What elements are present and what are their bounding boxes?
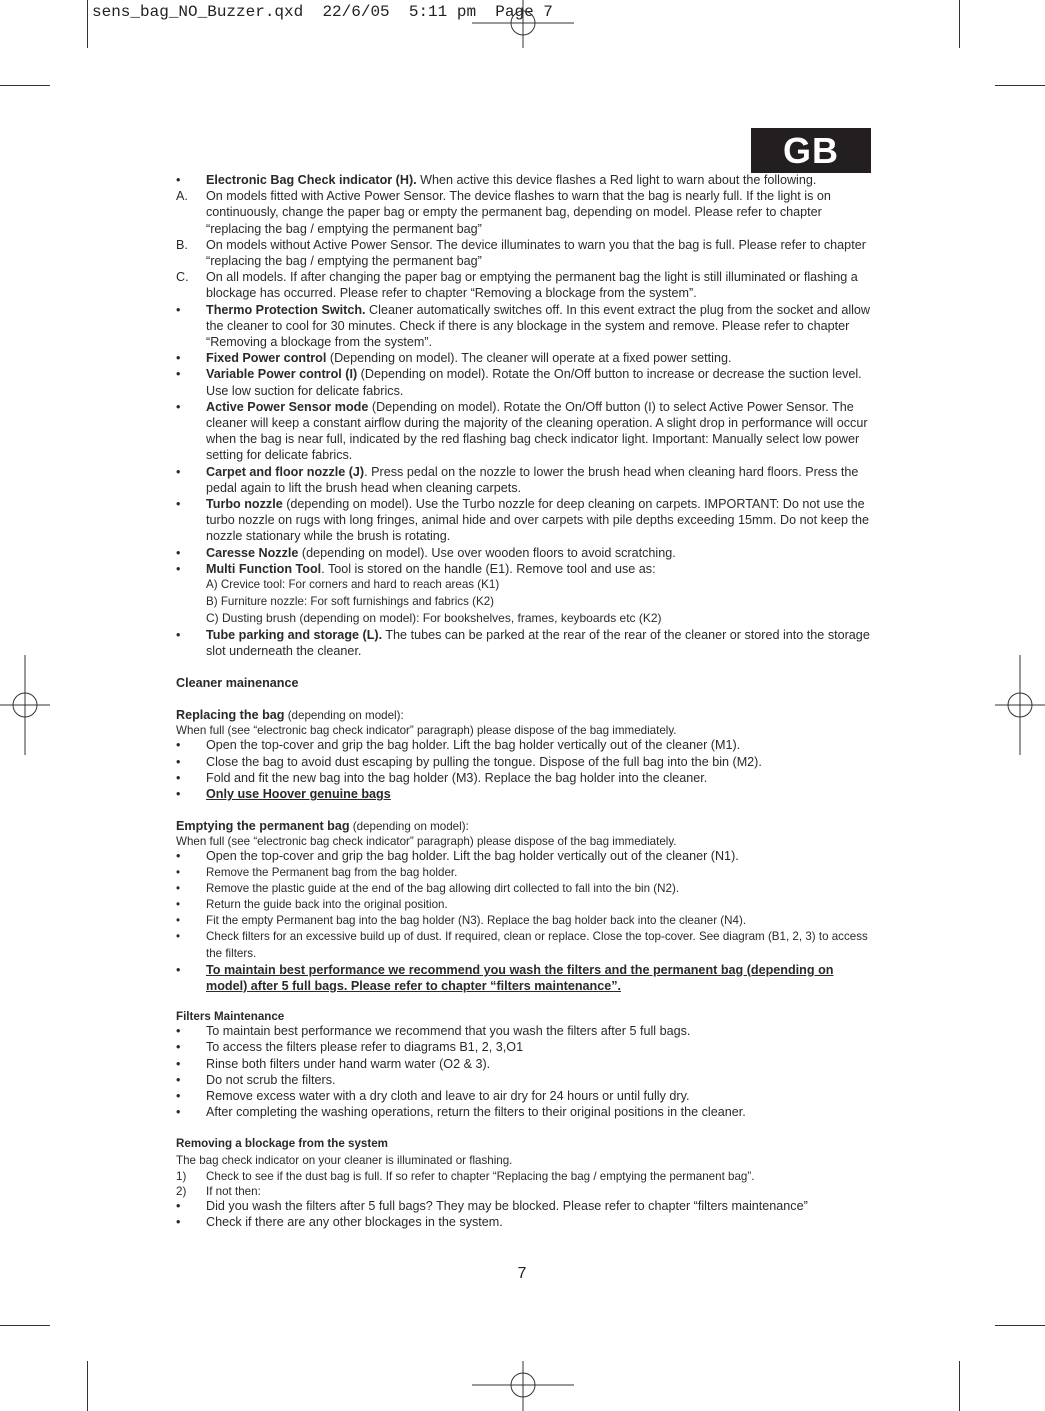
- bullet: •: [176, 497, 181, 512]
- subsection-title-suffix: (depending on model):: [284, 709, 404, 723]
- bullet: •: [176, 849, 181, 864]
- item-text: Fold and fit the new bag into the bag holder (M3). Replace the bag holder into the cleaner.: [206, 770, 708, 785]
- item-text: On all models. If after changing the paper bag or emptying the permanent bag the light is still illuminated or flashing a blockage has occurred. Please refer to chapter “Removing a blockage from the system”.: [206, 270, 858, 301]
- item-title: Carpet and floor nozzle (J): [206, 464, 365, 479]
- list-item: [176, 865, 876, 881]
- list-marker: 2): [176, 1185, 187, 1199]
- list-item: [176, 561, 876, 577]
- list-item: [176, 1039, 876, 1055]
- list-item: [176, 1214, 876, 1230]
- bullet: •: [176, 770, 181, 785]
- list-item: [176, 302, 876, 351]
- item-text: Check if there are any other blockages in the system.: [206, 1215, 503, 1230]
- list-item: [176, 1056, 876, 1072]
- list-item: [176, 962, 876, 994]
- crop-mark: [87, 1361, 88, 1411]
- subsection-title: [176, 818, 876, 835]
- item-text: (Depending on model). The cleaner will operate at a fixed power setting.: [326, 351, 732, 366]
- crop-mark: [87, 0, 88, 48]
- item-text: Close the bag to avoid dust escaping by pulling the tongue. Dispose of the full bag into the bin (M2).: [206, 754, 762, 769]
- list-item: [176, 1104, 876, 1120]
- list-item: [176, 627, 876, 659]
- item-text: (Depending on model). Rotate the On/Off button to increase or decrease the suction level. Use low suction for delicate fabrics.: [206, 367, 862, 398]
- recommendation-note: To maintain best performance we recommend you wash the filters and the permanent bag (depending on model) after 5 full bags. Please refer to chapter “filters maintenance”.: [206, 962, 834, 994]
- bullet: •: [176, 399, 181, 414]
- language-badge: GB: [751, 128, 871, 173]
- list-item: [176, 881, 876, 897]
- list-marker: B.: [176, 237, 188, 252]
- bullet: •: [176, 787, 181, 801]
- crop-mark: [959, 0, 960, 48]
- item-title: Thermo Protection Switch.: [206, 302, 366, 317]
- bullet: •: [176, 754, 181, 769]
- item-text: If not then:: [206, 1185, 261, 1199]
- item-text: Open the top-cover and grip the bag holder. Lift the bag holder vertically out of the cleaner (M1).: [206, 738, 741, 753]
- bullet: •: [176, 1056, 181, 1071]
- item-title: Tube parking and storage (L).: [206, 627, 383, 642]
- subsection-title: [176, 707, 876, 724]
- item-text: Remove excess water with a dry cloth and leave to air dry for 24 hours or until fully dry.: [206, 1089, 690, 1104]
- crop-mark: [995, 85, 1045, 86]
- list-item: [176, 269, 876, 301]
- genuine-bags-note: Only use Hoover genuine bags: [206, 787, 391, 801]
- list-item: [176, 496, 876, 545]
- bullet: •: [176, 545, 181, 560]
- item-text: (Depending on model). Rotate the On/Off button (I) to select Active Power Sensor. The cleaner will keep a constant airflow during the majority of the cleaning operation. A slight drop in performance will occur when the bag is near full, indicated by the red flashing bag check indicator light. Important: Manually select low power setting for delicate fabrics.: [206, 399, 868, 463]
- bullet: •: [176, 351, 181, 366]
- page-number: 7: [517, 1265, 527, 1282]
- list-item: [176, 848, 876, 864]
- item-text: On models fitted with Active Power Sensor. The device flashes to warn that the bag is nearly full. If the light is on continuously, change the paper bag or empty the permanent bag, depending on model. Please refer to chapter “replacing the bag / emptying the permanent bag”: [206, 189, 831, 236]
- list-marker: 1): [176, 1169, 187, 1183]
- item-text: (depending on model). Use over wooden floors to avoid scratching.: [298, 545, 676, 560]
- item-text: On models without Active Power Sensor. The device illuminates to warn you that the bag is full. Please refer to chapter “replacing the bag / emptying the permanent bag”: [206, 237, 866, 269]
- item-text: Remove the plastic guide at the end of the bag allowing dirt collected to fall into the bin (N2).: [206, 881, 680, 895]
- item-text: Rinse both filters under hand warm water (O2 & 3).: [206, 1056, 491, 1071]
- item-text: The tubes can be parked at the rear of the rear of the cleaner or stored into the storage slot underneath the cleaner.: [206, 627, 870, 658]
- item-text: . Tool is stored on the handle (E1). Remove tool and use as:: [321, 561, 656, 576]
- crop-mark: [959, 1361, 960, 1411]
- item-text: Check to see if the dust bag is full. If so refer to chapter “Replacing the bag / emptying the permanent bag”.: [206, 1169, 755, 1183]
- list-item: [176, 1023, 876, 1039]
- bullet: •: [176, 1024, 181, 1039]
- registration-mark-left: [0, 655, 50, 755]
- bullet: •: [176, 464, 181, 479]
- crop-mark: [0, 1325, 50, 1326]
- list-item: [176, 786, 876, 802]
- bullet: •: [176, 898, 181, 912]
- subsection-title-suffix: (depending on model):: [349, 820, 469, 834]
- manual-content: [176, 172, 876, 1230]
- list-item: [176, 366, 876, 398]
- item-text: Fit the empty Permanent bag into the bag holder (N3). Replace the bag holder back into the cleaner (N4).: [206, 914, 747, 928]
- item-title: Active Power Sensor mode: [206, 399, 369, 414]
- list-item: [176, 464, 876, 496]
- item-title: Variable Power control (I): [206, 367, 358, 382]
- bullet: •: [176, 930, 181, 944]
- list-item: [176, 237, 876, 269]
- bullet: •: [176, 1040, 181, 1055]
- item-text: Remove the Permanent bag from the bag holder.: [206, 865, 458, 879]
- item-text: Did you wash the filters after 5 full bags? They may be blocked. Please refer to chapter “filters maintenance”: [206, 1199, 808, 1214]
- list-item: [176, 172, 876, 188]
- item-text: When active this device flashes a Red light to warn about the following.: [416, 173, 817, 187]
- crop-mark: [995, 1325, 1045, 1326]
- list-item: [176, 754, 876, 770]
- subsection-title-bold: Replacing the bag: [176, 708, 285, 723]
- registration-mark-right: [995, 655, 1045, 755]
- list-item: [176, 1072, 876, 1088]
- bullet: •: [176, 914, 181, 928]
- bullet: •: [176, 738, 181, 753]
- item-title: Turbo nozzle: [206, 497, 283, 512]
- bullet: •: [176, 561, 181, 576]
- list-item: [176, 897, 876, 913]
- item-title: Multi Function Tool: [206, 561, 322, 576]
- item-text: To access the filters please refer to diagrams B1, 2, 3,O1: [206, 1040, 524, 1055]
- list-item: [176, 1185, 876, 1198]
- registration-mark-bottom: [472, 1361, 574, 1411]
- registration-mark-top: [472, 0, 574, 48]
- item-text: (depending on model). Use the Turbo nozzle for deep cleaning on carpets. IMPORTANT: Do not use the turbo nozzle on rugs with long fringes, animal hide and over carpets with pile depths exceeding 15mm. Do not keep the nozzle stationary while the brush is rotating.: [206, 497, 869, 544]
- list-item: [176, 737, 876, 753]
- list-marker: C.: [176, 270, 189, 285]
- item-text: Open the top-cover and grip the bag holder. Lift the bag holder vertically out of the cleaner (N1).: [206, 849, 739, 864]
- item-text: After completing the washing operations, return the filters to their original positions in the cleaner.: [206, 1105, 746, 1120]
- section-heading: Cleaner mainenance: [176, 675, 299, 690]
- bullet: •: [176, 1089, 181, 1104]
- bullet: •: [176, 881, 181, 895]
- bullet: •: [176, 173, 181, 187]
- bullet: •: [176, 1105, 181, 1120]
- list-item: [176, 188, 876, 237]
- item-text: Cleaner automatically switches off. In this event extract the plug from the socket and allow the cleaner to cool for 30 minutes. Check if there is any blockage in the system and remove. Please refer to chapter “Removing a blockage from the system”.: [206, 302, 871, 350]
- subsection-intro: The bag check indicator on your cleaner is illuminated or flashing.: [176, 1153, 513, 1167]
- sub-item: C) Dusting brush (depending on model): For bookshelves, frames, keyboards etc (K2): [206, 611, 662, 626]
- bullet: •: [176, 367, 181, 382]
- sub-item: A) Crevice tool: For corners and hard to reach areas (K1): [206, 578, 500, 592]
- bullet: •: [176, 865, 181, 879]
- item-text: Return the guide back into the original position.: [206, 898, 448, 912]
- bullet: •: [176, 302, 181, 317]
- bullet: •: [176, 962, 181, 977]
- bullet: •: [176, 1199, 181, 1214]
- bullet: •: [176, 627, 181, 642]
- subsection-title-bold: Emptying the permanent bag: [176, 819, 350, 834]
- item-text: Do not scrub the filters.: [206, 1072, 336, 1087]
- list-item: [176, 1169, 876, 1185]
- list-item: [176, 545, 876, 561]
- item-title: Fixed Power control: [206, 351, 327, 366]
- subsection-intro: When full (see “electronic bag check indicator” paragraph) please dispose of the bag immediately.: [176, 835, 677, 849]
- list-item: [176, 913, 876, 929]
- list-item: [176, 1088, 876, 1104]
- list-item: [176, 350, 876, 366]
- bullet: •: [176, 1072, 181, 1087]
- sub-item: B) Furniture nozzle: For soft furnishings and fabrics (K2): [206, 594, 495, 608]
- item-title: Electronic Bag Check indicator (H).: [206, 173, 417, 187]
- subsection-title: Removing a blockage from the system: [176, 1137, 388, 1151]
- print-slug: sens_bag_NO_Buzzer.qxd 22/6/05 5:11 pm Page 7: [92, 3, 553, 21]
- bullet: •: [176, 1215, 181, 1230]
- list-item: [176, 399, 876, 464]
- item-text: To maintain best performance we recommend that you wash the filters after 5 full bags.: [206, 1024, 691, 1039]
- subsection-title: Filters Maintenance: [176, 1010, 285, 1024]
- list-item: [176, 1198, 876, 1214]
- item-text: Check filters for an excessive build up of dust. If required, clean or replace. Close the top-cover. See diagram (B1, 2, 3) to access the filters.: [206, 930, 868, 960]
- item-text: . Press pedal on the nozzle to lower the brush head when cleaning hard floors. Press the pedal again to lift the brush head when cleaning carpets.: [206, 464, 859, 495]
- subsection-intro: When full (see “electronic bag check indicator” paragraph) please dispose of the bag immediately.: [176, 724, 677, 738]
- list-item: [176, 770, 876, 786]
- list-marker: A.: [176, 189, 188, 204]
- list-item: [176, 929, 876, 961]
- item-title: Caresse Nozzle: [206, 545, 299, 560]
- crop-mark: [0, 85, 50, 86]
